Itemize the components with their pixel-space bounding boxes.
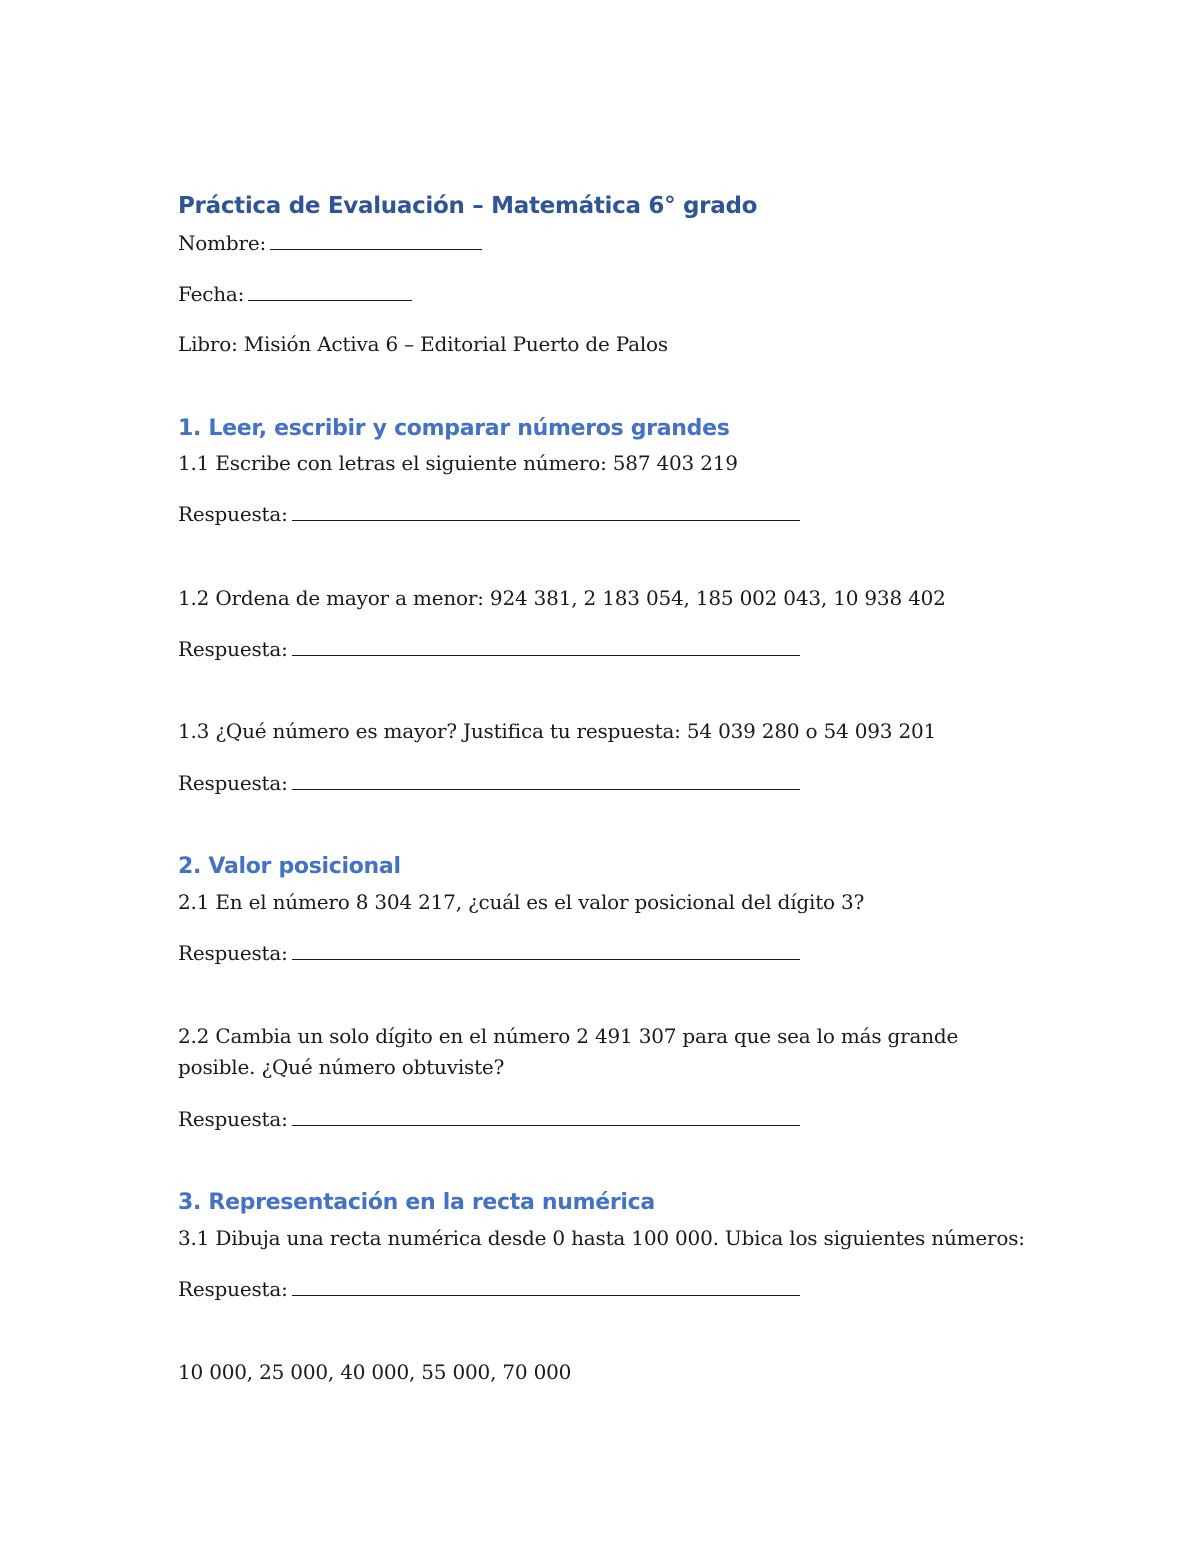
name-row [178,228,482,258]
response-label: Respuesta: [178,1277,288,1301]
answer-blank-line[interactable] [292,1107,800,1126]
question-2-2-line-2: posible. ¿Qué número obtuviste? [178,1055,505,1079]
question-2-2-line-1: 2.2 Cambia un solo dígito en el número 2 491 307 para que sea lo más grande [178,1024,959,1048]
section-3-heading: 3. Representación en la recta numérica [178,1190,655,1215]
answer-blank-line[interactable] [292,637,800,656]
page-title: Práctica de Evaluación – Matemática 6° grado [178,193,758,219]
section-1-heading: 1. Leer, escribir y comparar números grandes [178,416,730,441]
date-label: Fecha: [178,282,245,306]
date-row [178,279,412,309]
answer-blank-line[interactable] [292,502,800,521]
question-2-1: 2.1 En el número 8 304 217, ¿cuál es el valor posicional del dígito 3? [178,890,865,914]
numbers-list: 10 000, 25 000, 40 000, 55 000, 70 000 [178,1360,572,1384]
answer-row-3-1 [178,1274,800,1304]
book-line: Libro: Misión Activa 6 – Editorial Puerto de Palos [178,332,668,356]
question-3-1: 3.1 Dibuja una recta numérica desde 0 hasta 100 000. Ubica los siguientes números: [178,1226,1025,1250]
response-label: Respuesta: [178,941,288,965]
response-label: Respuesta: [178,771,288,795]
answer-row-1-3 [178,768,800,798]
date-blank-line[interactable] [248,282,412,301]
section-2-heading: 2. Valor posicional [178,854,401,879]
response-label: Respuesta: [178,502,288,526]
question-1-3: 1.3 ¿Qué número es mayor? Justifica tu respuesta: 54 039 280 o 54 093 201 [178,719,937,743]
answer-row-2-2 [178,1104,800,1134]
answer-row-1-1 [178,499,800,529]
answer-blank-line[interactable] [292,941,800,960]
name-label: Nombre: [178,231,267,255]
question-1-2: 1.2 Ordena de mayor a menor: 924 381, 2 183 054, 185 002 043, 10 938 402 [178,586,946,610]
answer-blank-line[interactable] [292,1277,800,1296]
answer-row-1-2 [178,634,800,664]
answer-blank-line[interactable] [292,771,800,790]
response-label: Respuesta: [178,637,288,661]
name-blank-line[interactable] [270,231,482,250]
question-1-1: 1.1 Escribe con letras el siguiente número: 587 403 219 [178,451,738,475]
response-label: Respuesta: [178,1107,288,1131]
answer-row-2-1 [178,938,800,968]
